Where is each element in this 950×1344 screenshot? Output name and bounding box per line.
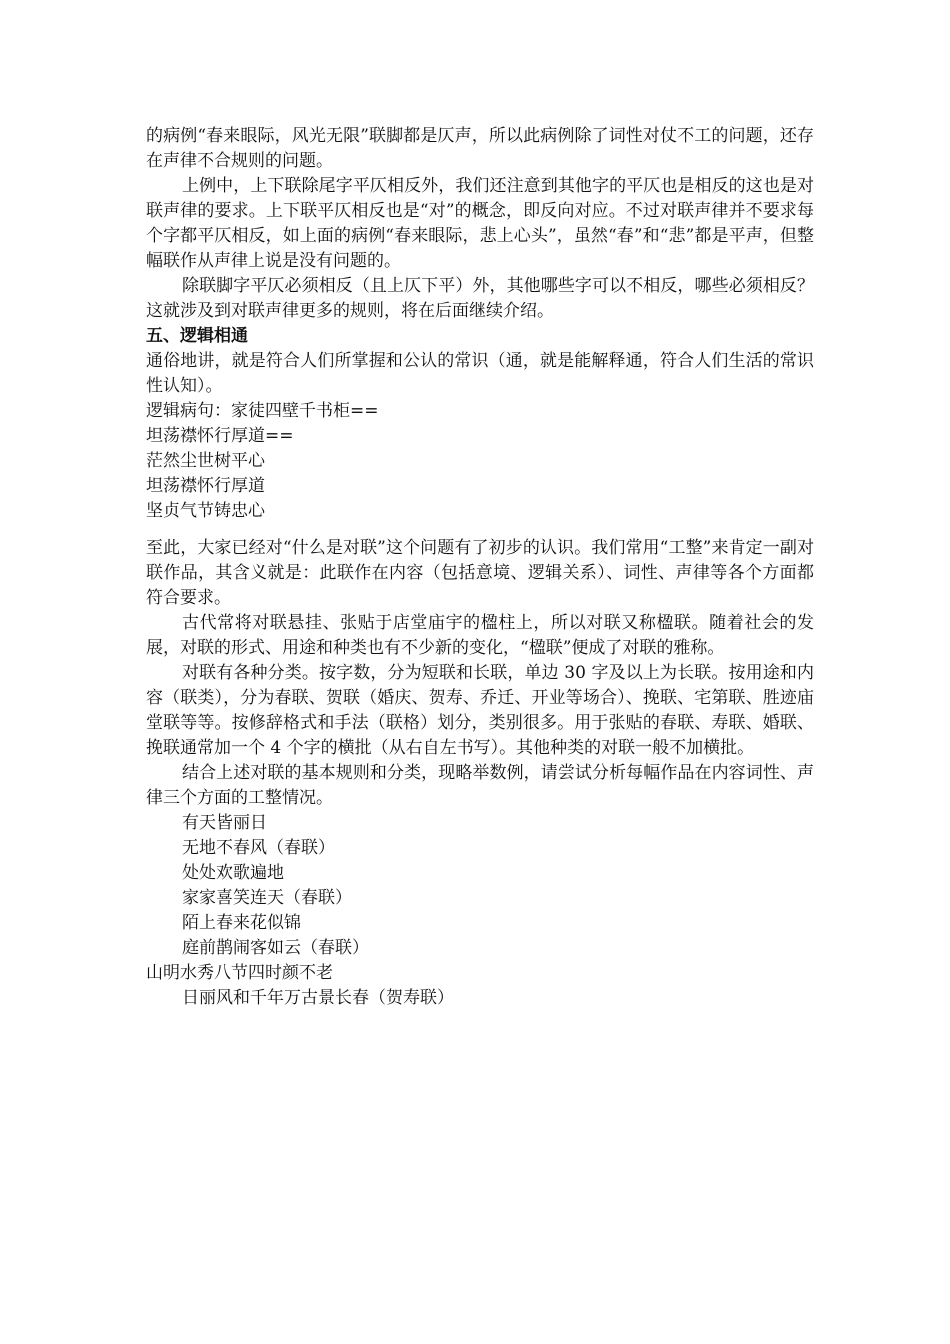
couplet-examples <box>146 811 814 961</box>
logic-example-line-1: 逻辑病句：家徒四壁千书柜== <box>146 401 379 421</box>
paragraph-1: 的病例“春来眼际，风光无限”联脚都是仄声，所以此病例除了词性对仗不工的问题，还存在声律不合规则的问题。 <box>146 126 814 171</box>
logic-example-line-4: 坦荡襟怀行厚道 <box>146 476 265 496</box>
paragraph-5: 至此，大家已经对“什么是对联”这个问题有了初步的认识。我们常用“工整”来肯定一副对联作品，其含义就是：此联作在内容（包括意境、逻辑关系）、词性、声律等各个方面都符合要求。 <box>146 538 814 608</box>
paragraph-4: 通俗地讲，就是符合人们所掌握和公认的常识（通，就是能解释通，符合人们生活的常识性认知）。 <box>146 351 814 396</box>
couplet-line: 有天皆丽日 <box>182 813 267 833</box>
final-couplet-line-1: 山明水秀八节四时颜不老 <box>146 963 333 983</box>
paragraph-6: 古代常将对联悬挂、张贴于店堂庙宇的楹柱上，所以对联又称楹联。随着社会的发展，对联的形式、用途和种类也有不少新的变化，“楹联”便成了对联的雅称。 <box>146 613 814 658</box>
final-couplet-line-2: 日丽风和千年万古景长春（贺寿联） <box>182 988 454 1008</box>
logic-example-line-3: 茫然尘世树平心 <box>146 451 265 471</box>
paragraph-2: 上例中，上下联除尾字平仄相反外，我们还注意到其他字的平仄也是相反的这也是对联声律的要求。上下联平仄相反也是“对”的概念，即反向对应。不过对联声律并不要求每个字都平仄相反，如上面的病例“春来眼际，悲上心头”，虽然“春”和“悲”都是平声，但整幅联作从声律上说是没有问题的。 <box>146 176 814 271</box>
document-page <box>146 124 814 1011</box>
logic-example-line-2: 坦荡襟怀行厚道== <box>146 426 294 446</box>
paragraph-7: 对联有各种分类。按字数，分为短联和长联，单边 30 字及以上为长联。按用途和内容（联类），分为春联、贺联（婚庆、贺寿、乔迁、开业等场合）、挽联、宅第联、胜迹庙堂联等等。按修辞格式和手法（联格）划分，类别很多。用于张贴的春联、寿联、婚联、挽联通常加一个 4 个字的横批（从右自左书写）。其他种类的对联一般不加横批。 <box>146 663 814 758</box>
logic-example-line-5: 坚贞气节铸忠心 <box>146 501 265 521</box>
paragraph-8: 结合上述对联的基本规则和分类，现略举数例，请尝试分析每幅作品在内容词性、声律三个方面的工整情况。 <box>146 763 814 808</box>
couplet-line: 无地不春风（春联） <box>182 838 335 858</box>
couplet-line: 陌上春来花似锦 <box>182 913 301 933</box>
couplet-line: 庭前鹊闹客如云（春联） <box>182 938 369 958</box>
couplet-line: 处处欢歌遍地 <box>182 863 284 883</box>
paragraph-3: 除联脚字平仄必须相反（且上仄下平）外，其他哪些字可以不相反，哪些必须相反？这就涉及到对联声律更多的规则，将在后面继续介绍。 <box>146 276 814 321</box>
couplet-line: 家家喜笑连天（春联） <box>182 888 352 908</box>
section-heading-5: 五、逻辑相通 <box>146 326 248 346</box>
